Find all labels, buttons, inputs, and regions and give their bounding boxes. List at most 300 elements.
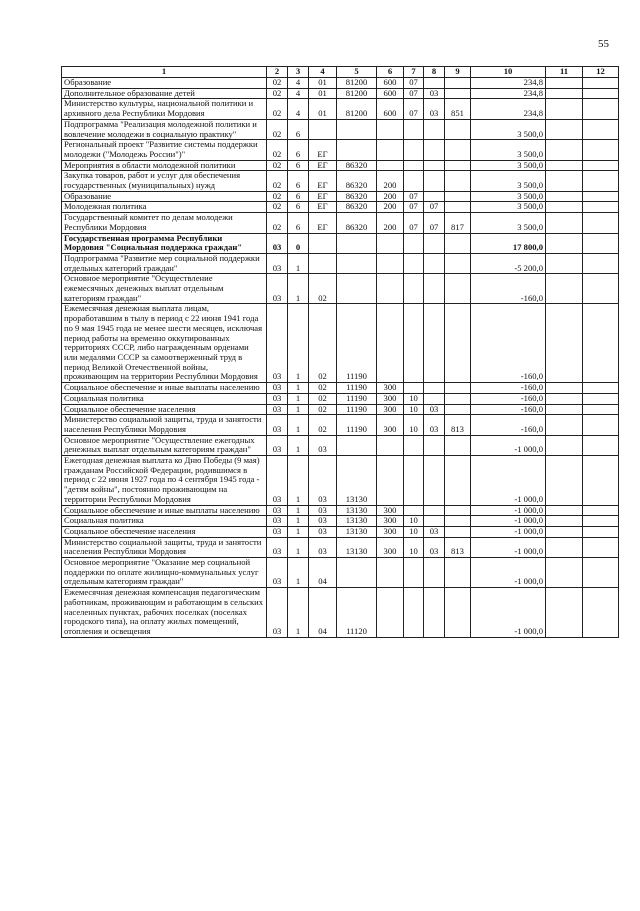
code-7-cell <box>404 253 424 273</box>
column-header: 11 <box>546 67 583 78</box>
table-row <box>62 516 619 527</box>
table-row <box>62 383 619 394</box>
table-row <box>62 191 619 202</box>
row-name-cell: Ежегодная денежная выплата ко Дню Победы (9 мая) гражданам Российской Федерации, родившимся в период с 22 июня 1927 года по 4 сентября 1945 года - "детям войны", постоянно проживающим на территории Республики Мордовия <box>62 456 267 506</box>
code-6-cell: 300 <box>377 383 404 394</box>
col-11-cell <box>546 171 583 191</box>
code-9-cell <box>445 558 471 588</box>
code-8-cell <box>424 274 445 304</box>
amount-cell: -1 000,0 <box>471 588 546 638</box>
code-8-cell <box>424 119 445 139</box>
code-3-cell: 4 <box>288 99 309 119</box>
column-header: 6 <box>377 67 404 78</box>
code-6-cell: 600 <box>377 99 404 119</box>
code-7-cell <box>404 140 424 160</box>
amount-cell: -1 000,0 <box>471 558 546 588</box>
code-4-cell: 03 <box>309 537 337 557</box>
code-9-cell <box>445 404 471 415</box>
col-12-cell <box>583 140 619 160</box>
code-5-cell: 86320 <box>337 202 377 213</box>
code-4-cell: 04 <box>309 588 337 638</box>
code-3-cell: 1 <box>288 516 309 527</box>
table-row <box>62 202 619 213</box>
code-2-cell: 03 <box>267 304 288 383</box>
code-7-cell: 07 <box>404 213 424 233</box>
col-12-cell <box>583 160 619 171</box>
code-6-cell: 600 <box>377 88 404 99</box>
code-5-cell: 11190 <box>337 304 377 383</box>
col-11-cell <box>546 253 583 273</box>
code-2-cell: 03 <box>267 505 288 516</box>
code-4-cell <box>309 233 337 253</box>
amount-cell: -160,0 <box>471 393 546 404</box>
table-row <box>62 304 619 383</box>
row-name-cell: Дополнительное образование детей <box>62 88 267 99</box>
col-12-cell <box>583 233 619 253</box>
code-8-cell <box>424 435 445 455</box>
code-8-cell <box>424 140 445 160</box>
row-name-cell: Основное мероприятие "Оказание мер социальной поддержки по оплате жилищно-коммунальных услуг отдельным категориям граждан" <box>62 558 267 588</box>
col-12-cell <box>583 88 619 99</box>
code-4-cell: 03 <box>309 505 337 516</box>
table-row <box>62 99 619 119</box>
col-12-cell <box>583 202 619 213</box>
code-9-cell <box>445 191 471 202</box>
code-5-cell: 13130 <box>337 526 377 537</box>
code-2-cell: 03 <box>267 558 288 588</box>
code-5-cell <box>337 558 377 588</box>
code-4-cell: 03 <box>309 516 337 527</box>
row-name-cell: Основное мероприятие "Осуществление ежегодных денежных выплат отдельным категориям граждан" <box>62 435 267 455</box>
code-5-cell: 13130 <box>337 505 377 516</box>
code-9-cell <box>445 160 471 171</box>
row-name-cell: Социальное обеспечение населения <box>62 526 267 537</box>
code-8-cell: 07 <box>424 202 445 213</box>
code-6-cell <box>377 274 404 304</box>
code-4-cell: 01 <box>309 99 337 119</box>
row-name-cell: Молодежная политика <box>62 202 267 213</box>
table-row <box>62 588 619 638</box>
code-2-cell: 02 <box>267 88 288 99</box>
amount-cell: 3 500,0 <box>471 202 546 213</box>
code-6-cell <box>377 588 404 638</box>
row-name-cell: Социальная политика <box>62 516 267 527</box>
code-4-cell: ЕГ <box>309 202 337 213</box>
table-row <box>62 213 619 233</box>
budget-table <box>61 66 619 638</box>
col-12-cell <box>583 516 619 527</box>
amount-cell: -160,0 <box>471 383 546 394</box>
col-12-cell <box>583 558 619 588</box>
code-3-cell: 1 <box>288 393 309 404</box>
code-3-cell: 1 <box>288 383 309 394</box>
code-6-cell: 200 <box>377 213 404 233</box>
page-number: 55 <box>598 38 609 50</box>
table-row <box>62 253 619 273</box>
code-3-cell: 6 <box>288 191 309 202</box>
col-11-cell <box>546 202 583 213</box>
code-2-cell: 03 <box>267 526 288 537</box>
code-6-cell: 300 <box>377 526 404 537</box>
col-12-cell <box>583 99 619 119</box>
amount-cell: -1 000,0 <box>471 537 546 557</box>
col-12-cell <box>583 253 619 273</box>
row-name-cell: Государственная программа Республики Мордовия "Социальная поддержка граждан" <box>62 233 267 253</box>
code-6-cell <box>377 304 404 383</box>
col-12-cell <box>583 435 619 455</box>
amount-cell: -160,0 <box>471 274 546 304</box>
code-7-cell: 10 <box>404 393 424 404</box>
code-2-cell: 03 <box>267 383 288 394</box>
table-row <box>62 140 619 160</box>
col-11-cell <box>546 456 583 506</box>
code-8-cell <box>424 558 445 588</box>
code-7-cell: 10 <box>404 415 424 435</box>
code-2-cell: 02 <box>267 119 288 139</box>
code-8-cell <box>424 253 445 273</box>
code-2-cell: 03 <box>267 435 288 455</box>
code-9-cell <box>445 393 471 404</box>
amount-cell: 3 500,0 <box>471 119 546 139</box>
code-5-cell: 86320 <box>337 171 377 191</box>
amount-cell: -1 000,0 <box>471 435 546 455</box>
amount-cell: 3 500,0 <box>471 213 546 233</box>
code-8-cell: 03 <box>424 99 445 119</box>
code-8-cell: 03 <box>424 526 445 537</box>
code-5-cell: 11190 <box>337 404 377 415</box>
code-9-cell <box>445 505 471 516</box>
code-5-cell: 13130 <box>337 456 377 506</box>
code-7-cell <box>404 435 424 455</box>
col-12-cell <box>583 274 619 304</box>
code-4-cell: 02 <box>309 415 337 435</box>
col-11-cell <box>546 233 583 253</box>
column-header: 5 <box>337 67 377 78</box>
code-6-cell <box>377 160 404 171</box>
code-5-cell: 13130 <box>337 516 377 527</box>
column-header: 4 <box>309 67 337 78</box>
row-name-cell: Подпрограмма "Развитие мер социальной поддержки отдельных категорий граждан" <box>62 253 267 273</box>
code-2-cell: 02 <box>267 160 288 171</box>
code-8-cell <box>424 171 445 191</box>
code-5-cell: 11190 <box>337 415 377 435</box>
code-9-cell: 851 <box>445 99 471 119</box>
code-5-cell: 11190 <box>337 393 377 404</box>
code-9-cell <box>445 383 471 394</box>
code-5-cell <box>337 253 377 273</box>
code-9-cell <box>445 171 471 191</box>
code-4-cell: ЕГ <box>309 171 337 191</box>
code-3-cell: 6 <box>288 160 309 171</box>
amount-cell: 3 500,0 <box>471 191 546 202</box>
col-11-cell <box>546 435 583 455</box>
code-7-cell <box>404 171 424 191</box>
code-7-cell <box>404 383 424 394</box>
code-8-cell <box>424 78 445 89</box>
code-5-cell: 81200 <box>337 88 377 99</box>
code-6-cell: 200 <box>377 191 404 202</box>
col-11-cell <box>546 393 583 404</box>
col-11-cell <box>546 213 583 233</box>
code-2-cell: 02 <box>267 202 288 213</box>
code-9-cell <box>445 456 471 506</box>
amount-cell: 3 500,0 <box>471 140 546 160</box>
code-6-cell: 600 <box>377 78 404 89</box>
amount-cell: -1 000,0 <box>471 516 546 527</box>
code-9-cell <box>445 435 471 455</box>
code-3-cell: 6 <box>288 202 309 213</box>
code-6-cell: 300 <box>377 393 404 404</box>
row-name-cell: Подпрограмма "Реализация молодежной политики и вовлечение молодежи в социальную практику" <box>62 119 267 139</box>
code-2-cell: 03 <box>267 233 288 253</box>
col-12-cell <box>583 383 619 394</box>
row-name-cell: Министерство культуры, национальной политики и архивного дела Республики Мордовия <box>62 99 267 119</box>
code-7-cell <box>404 456 424 506</box>
code-2-cell: 03 <box>267 393 288 404</box>
code-9-cell <box>445 233 471 253</box>
code-8-cell <box>424 160 445 171</box>
column-header: 7 <box>404 67 424 78</box>
code-5-cell: 11190 <box>337 383 377 394</box>
code-6-cell: 300 <box>377 415 404 435</box>
code-6-cell <box>377 140 404 160</box>
code-7-cell <box>404 304 424 383</box>
code-3-cell: 6 <box>288 140 309 160</box>
code-2-cell: 03 <box>267 415 288 435</box>
code-2-cell: 02 <box>267 191 288 202</box>
code-8-cell <box>424 588 445 638</box>
col-11-cell <box>546 404 583 415</box>
col-11-cell <box>546 383 583 394</box>
code-7-cell: 07 <box>404 99 424 119</box>
amount-cell: -1 000,0 <box>471 456 546 506</box>
code-8-cell <box>424 456 445 506</box>
code-7-cell: 10 <box>404 516 424 527</box>
code-2-cell: 03 <box>267 404 288 415</box>
col-11-cell <box>546 588 583 638</box>
code-6-cell <box>377 253 404 273</box>
row-name-cell: Государственный комитет по делам молодежи Республики Мордовия <box>62 213 267 233</box>
row-name-cell: Ежемесячная денежная выплата лицам, проработавшим в тылу в период с 22 июня 1941 года по 9 мая 1945 года не менее шести месяцев, исключая период работы на временно оккупированных территориях СССР, либо награжденным орденами или медалями СССР за самоотверженный труд в период Великой Отечественной войны, проживающим на территории Республики Мордовия <box>62 304 267 383</box>
code-4-cell: 02 <box>309 383 337 394</box>
table-row <box>62 404 619 415</box>
amount-cell: -1 000,0 <box>471 526 546 537</box>
code-7-cell: 10 <box>404 526 424 537</box>
col-12-cell <box>583 526 619 537</box>
col-12-cell <box>583 171 619 191</box>
code-8-cell: 07 <box>424 213 445 233</box>
column-header: 3 <box>288 67 309 78</box>
code-8-cell: 03 <box>424 537 445 557</box>
code-4-cell: ЕГ <box>309 191 337 202</box>
amount-cell: -5 200,0 <box>471 253 546 273</box>
code-6-cell: 200 <box>377 171 404 191</box>
code-5-cell <box>337 435 377 455</box>
table-row <box>62 78 619 89</box>
code-4-cell: ЕГ <box>309 160 337 171</box>
code-2-cell: 02 <box>267 171 288 191</box>
amount-cell: 234,8 <box>471 99 546 119</box>
code-8-cell <box>424 191 445 202</box>
row-name-cell: Образование <box>62 78 267 89</box>
amount-cell: -160,0 <box>471 415 546 435</box>
code-4-cell: 04 <box>309 558 337 588</box>
code-9-cell <box>445 202 471 213</box>
code-3-cell: 1 <box>288 304 309 383</box>
row-name-cell: Мероприятия в области молодежной политики <box>62 160 267 171</box>
amount-cell: 17 800,0 <box>471 233 546 253</box>
code-6-cell: 300 <box>377 516 404 527</box>
code-6-cell <box>377 435 404 455</box>
code-2-cell: 02 <box>267 78 288 89</box>
code-9-cell <box>445 588 471 638</box>
code-9-cell <box>445 304 471 383</box>
col-12-cell <box>583 119 619 139</box>
code-6-cell <box>377 119 404 139</box>
code-5-cell <box>337 274 377 304</box>
code-8-cell <box>424 304 445 383</box>
code-4-cell: 03 <box>309 526 337 537</box>
col-11-cell <box>546 88 583 99</box>
code-5-cell <box>337 119 377 139</box>
table-row <box>62 415 619 435</box>
code-2-cell: 02 <box>267 99 288 119</box>
amount-cell: 234,8 <box>471 78 546 89</box>
table-row <box>62 558 619 588</box>
code-3-cell: 1 <box>288 435 309 455</box>
code-3-cell: 1 <box>288 456 309 506</box>
column-header: 1 <box>62 67 267 78</box>
code-2-cell: 03 <box>267 516 288 527</box>
code-4-cell: ЕГ <box>309 140 337 160</box>
code-3-cell: 1 <box>288 558 309 588</box>
row-name-cell: Образование <box>62 191 267 202</box>
amount-cell: -1 000,0 <box>471 505 546 516</box>
code-3-cell: 1 <box>288 415 309 435</box>
code-6-cell <box>377 233 404 253</box>
col-12-cell <box>583 304 619 383</box>
code-6-cell: 300 <box>377 505 404 516</box>
code-9-cell <box>445 253 471 273</box>
code-9-cell <box>445 78 471 89</box>
col-11-cell <box>546 274 583 304</box>
code-4-cell: 02 <box>309 274 337 304</box>
col-11-cell <box>546 537 583 557</box>
code-5-cell: 86320 <box>337 213 377 233</box>
code-7-cell <box>404 505 424 516</box>
row-name-cell: Региональный проект "Развитие системы поддержки молодежи ("Молодежь России")" <box>62 140 267 160</box>
column-header: 10 <box>471 67 546 78</box>
code-2-cell: 02 <box>267 140 288 160</box>
code-8-cell <box>424 505 445 516</box>
table-row <box>62 505 619 516</box>
amount-cell: 234,8 <box>471 88 546 99</box>
code-7-cell <box>404 558 424 588</box>
code-4-cell: 02 <box>309 304 337 383</box>
code-9-cell: 817 <box>445 213 471 233</box>
code-8-cell <box>424 516 445 527</box>
code-6-cell: 200 <box>377 202 404 213</box>
code-5-cell: 81200 <box>337 99 377 119</box>
code-5-cell: 86320 <box>337 160 377 171</box>
col-11-cell <box>546 99 583 119</box>
col-11-cell <box>546 304 583 383</box>
code-2-cell: 03 <box>267 537 288 557</box>
code-3-cell: 1 <box>288 588 309 638</box>
code-4-cell: 01 <box>309 78 337 89</box>
col-11-cell <box>546 191 583 202</box>
row-name-cell: Социальное обеспечение и иные выплаты населению <box>62 383 267 394</box>
row-name-cell: Закупка товаров, работ и услуг для обеспечения государственных (муниципальных) нужд <box>62 171 267 191</box>
code-7-cell: 07 <box>404 78 424 89</box>
code-4-cell: 02 <box>309 404 337 415</box>
code-7-cell: 07 <box>404 191 424 202</box>
code-2-cell: 03 <box>267 588 288 638</box>
code-7-cell: 07 <box>404 202 424 213</box>
table-row <box>62 119 619 139</box>
code-5-cell: 13130 <box>337 537 377 557</box>
code-3-cell: 0 <box>288 233 309 253</box>
code-4-cell: 01 <box>309 88 337 99</box>
col-11-cell <box>546 160 583 171</box>
col-11-cell <box>546 505 583 516</box>
row-name-cell: Министерство социальной защиты, труда и занятости населения Республики Мордовия <box>62 415 267 435</box>
code-5-cell: 86320 <box>337 191 377 202</box>
code-3-cell: 1 <box>288 404 309 415</box>
code-2-cell: 02 <box>267 213 288 233</box>
col-11-cell <box>546 140 583 160</box>
column-header: 12 <box>583 67 619 78</box>
code-3-cell: 1 <box>288 253 309 273</box>
code-4-cell <box>309 119 337 139</box>
code-3-cell: 6 <box>288 213 309 233</box>
col-12-cell <box>583 415 619 435</box>
code-8-cell <box>424 393 445 404</box>
code-9-cell <box>445 516 471 527</box>
code-4-cell: ЕГ <box>309 213 337 233</box>
amount-cell: -160,0 <box>471 404 546 415</box>
row-name-cell: Ежемесячная денежная компенсация педагогическим работникам, проживающим и работающим в сельских населенных пунктах, рабочих поселках (поселках городского типа), на оплату жилых помещений, отопления и освещения <box>62 588 267 638</box>
col-12-cell <box>583 393 619 404</box>
code-7-cell <box>404 588 424 638</box>
col-12-cell <box>583 213 619 233</box>
row-name-cell: Социальное обеспечение и иные выплаты населению <box>62 505 267 516</box>
column-header: 2 <box>267 67 288 78</box>
table-row <box>62 435 619 455</box>
code-9-cell <box>445 119 471 139</box>
code-2-cell: 03 <box>267 274 288 304</box>
code-4-cell: 03 <box>309 435 337 455</box>
table-row <box>62 88 619 99</box>
code-7-cell: 10 <box>404 537 424 557</box>
table-row <box>62 233 619 253</box>
code-7-cell <box>404 119 424 139</box>
code-4-cell: 02 <box>309 393 337 404</box>
code-3-cell: 4 <box>288 88 309 99</box>
code-5-cell <box>337 233 377 253</box>
table-row <box>62 526 619 537</box>
col-11-cell <box>546 516 583 527</box>
table-row <box>62 160 619 171</box>
code-2-cell: 03 <box>267 456 288 506</box>
col-11-cell <box>546 78 583 89</box>
code-4-cell: 03 <box>309 456 337 506</box>
code-6-cell: 300 <box>377 404 404 415</box>
column-header: 8 <box>424 67 445 78</box>
code-8-cell: 03 <box>424 88 445 99</box>
code-3-cell: 1 <box>288 526 309 537</box>
col-11-cell <box>546 526 583 537</box>
